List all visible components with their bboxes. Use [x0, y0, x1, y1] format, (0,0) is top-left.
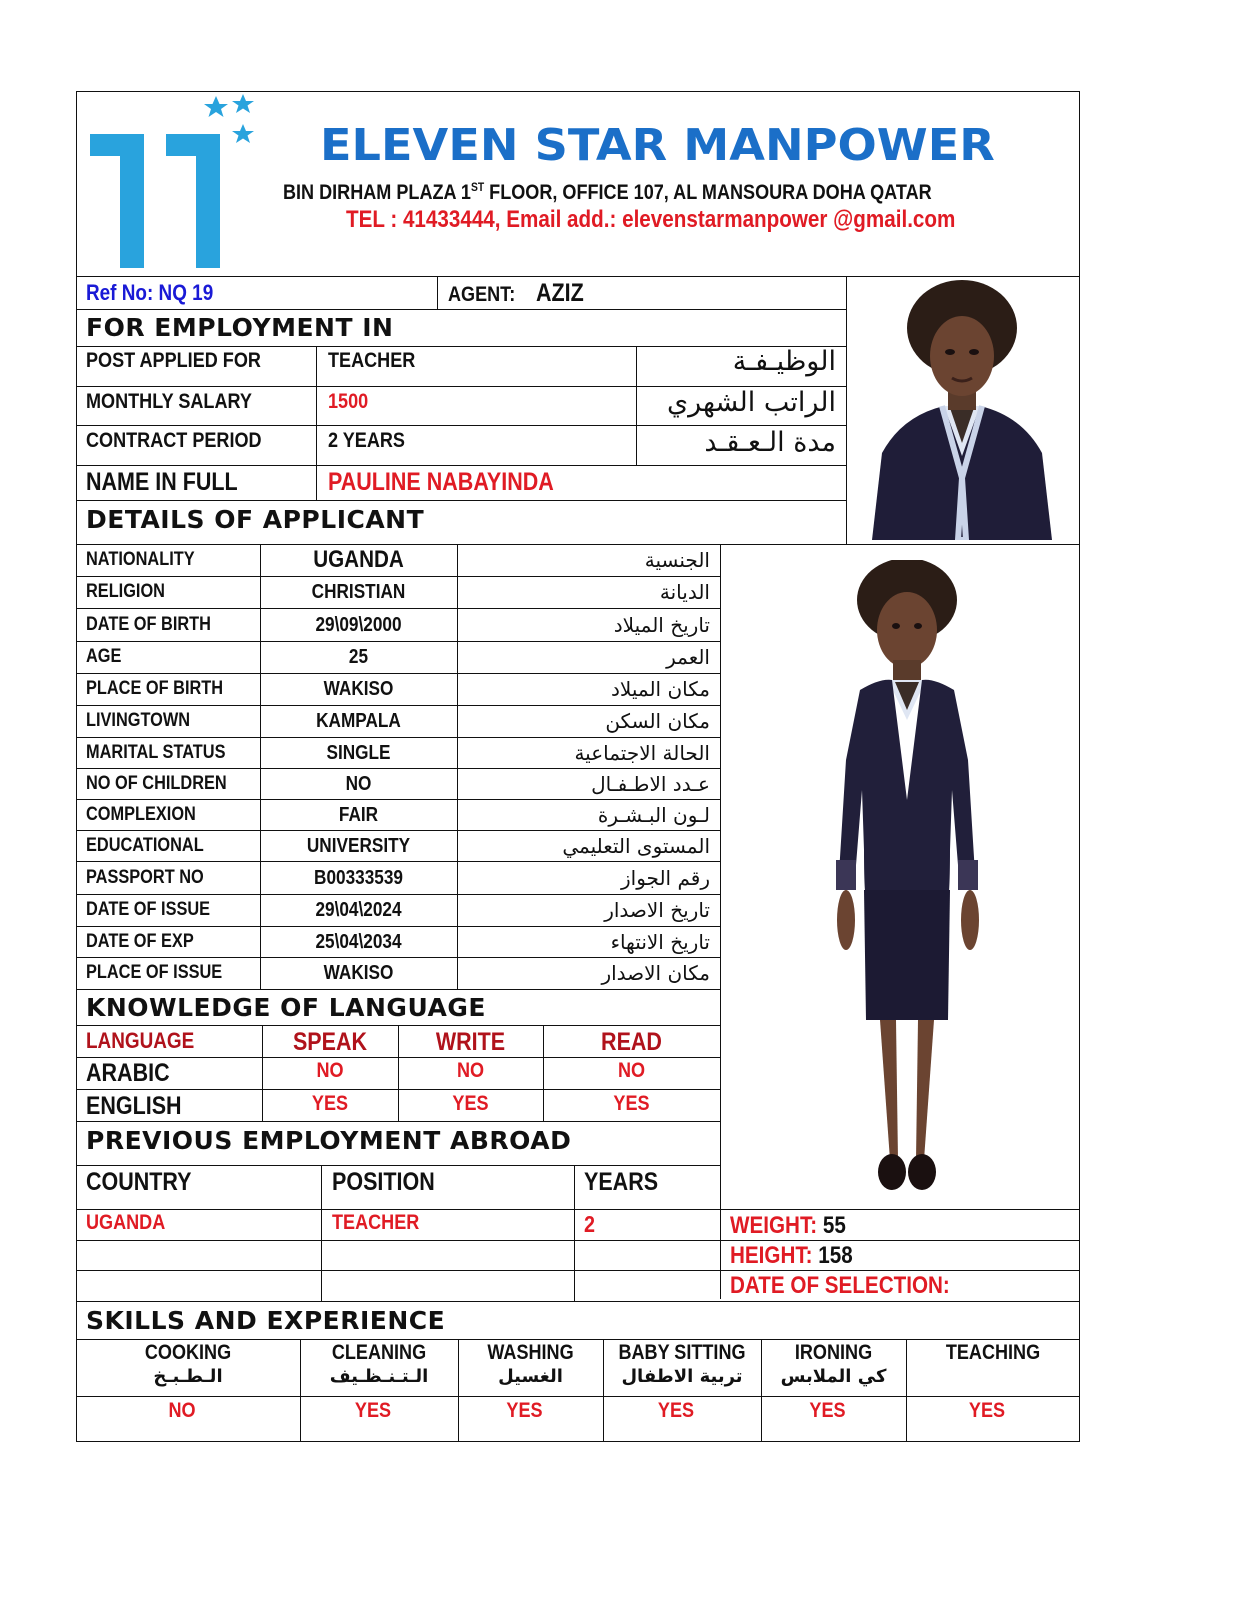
- divider: [76, 926, 720, 927]
- details-label: AGE: [86, 646, 122, 667]
- divider: [76, 673, 720, 674]
- details-value: FAIR: [338, 803, 379, 826]
- skill-value: YES: [506, 1399, 543, 1422]
- details-label: COMPLEXION: [86, 803, 196, 825]
- details-label: PLACE OF ISSUE: [86, 962, 223, 983]
- divider: [76, 861, 720, 862]
- divider: [76, 1209, 1080, 1210]
- divider: [76, 1165, 720, 1166]
- divider: [76, 1089, 720, 1090]
- divider: [543, 1025, 544, 1121]
- details-value: CHRISTIAN: [311, 581, 406, 603]
- skill-name: TEACHING: [945, 1341, 1041, 1364]
- weight-value: 55: [822, 1212, 846, 1239]
- skill-name: WASHING: [487, 1341, 574, 1364]
- divider: [457, 544, 458, 989]
- language-header-speak: SPEAK: [292, 1028, 368, 1056]
- skill-name: COOKING: [144, 1341, 232, 1364]
- divider: [262, 1025, 263, 1121]
- post-label: POST APPLIED FOR: [86, 349, 261, 372]
- details-arabic: مكان الاصدار: [601, 961, 710, 985]
- contract-arabic: مدة الـعـقـد: [704, 427, 836, 458]
- divider: [76, 989, 720, 990]
- details-arabic: رقم الجواز: [621, 865, 710, 890]
- skill-name: IRONING: [794, 1341, 873, 1364]
- skill-arabic: الغسيل: [498, 1366, 563, 1387]
- divider: [76, 737, 720, 738]
- details-arabic: الجنسية: [644, 548, 710, 572]
- divider: [321, 1165, 322, 1301]
- divider: [76, 544, 1080, 545]
- previous-row-years: 2: [584, 1211, 596, 1237]
- divider: [76, 1396, 1080, 1397]
- language-arabic-write: NO: [456, 1059, 485, 1082]
- ref-label: Ref No:: [86, 280, 154, 305]
- skill-name: BABY SITTING: [618, 1341, 746, 1364]
- language-header-language: LANGUAGE: [86, 1028, 195, 1053]
- details-arabic: مكان السكن: [605, 709, 710, 733]
- divider: [260, 544, 261, 989]
- divider: [316, 346, 317, 500]
- date-of-selection-label: DATE OF SELECTION:: [730, 1272, 950, 1299]
- divider: [76, 500, 846, 501]
- divider: [76, 465, 846, 466]
- details-value: UGANDA: [313, 546, 404, 573]
- divider: [76, 1240, 1080, 1241]
- contract-label: CONTRACT PERIOD: [86, 429, 262, 452]
- details-arabic: الحالة الاجتماعية: [574, 740, 710, 765]
- name-label: NAME IN FULL: [86, 468, 238, 496]
- details-label: NATIONALITY: [86, 549, 195, 570]
- previous-row-position: TEACHER: [332, 1211, 420, 1234]
- details-section-title: DETAILS OF APPLICANT: [86, 505, 425, 534]
- language-section-title: KNOWLEDGE OF LANGUAGE: [86, 993, 486, 1022]
- skill-name: CLEANING: [331, 1341, 427, 1364]
- skill-arabic: كي الملابس: [780, 1366, 887, 1387]
- salary-arabic: الراتب الشهري: [666, 387, 836, 418]
- divider: [76, 425, 846, 426]
- salary-label: MONTHLY SALARY: [86, 390, 252, 413]
- details-arabic: المستوى التعليمي: [562, 833, 710, 858]
- applicant-full-body-photo: [800, 560, 1020, 1208]
- details-label: EDUCATIONAL: [86, 834, 204, 856]
- post-arabic: الوظيـفـة: [732, 346, 836, 377]
- details-value: 25: [348, 646, 369, 668]
- divider: [76, 799, 720, 800]
- skill-arabic: الـتـنـظـيف: [329, 1366, 429, 1387]
- skill-value: YES: [809, 1399, 846, 1422]
- details-arabic: تاريخ الاصدار: [604, 898, 710, 922]
- agent-value: AZIZ: [536, 279, 584, 307]
- language-english-name: ENGLISH: [86, 1092, 182, 1120]
- divider: [76, 346, 846, 347]
- details-label: DATE OF ISSUE: [86, 899, 211, 920]
- details-arabic: عـدد الاطـفـال: [591, 771, 710, 796]
- divider: [846, 276, 847, 544]
- divider: [76, 957, 720, 958]
- details-arabic: لـون البـشـرة: [597, 802, 710, 827]
- details-label: PASSPORT NO: [86, 866, 204, 888]
- salary-value: 1500: [328, 390, 369, 413]
- divider: [76, 1301, 1080, 1302]
- details-arabic: الديانة: [659, 580, 710, 604]
- details-arabic: مكان الميلاد: [611, 677, 710, 701]
- post-value: TEACHER: [328, 349, 416, 372]
- details-value: B00333539: [314, 866, 403, 889]
- divider: [76, 705, 720, 706]
- details-value: 25\04\2034: [315, 930, 402, 953]
- company-logo: [86, 92, 261, 272]
- divider: [76, 576, 720, 577]
- company-contact: TEL : 41433444, Email add.: elevenstarmanpower @gmail.com: [346, 206, 956, 233]
- divider: [76, 1121, 720, 1122]
- height-label: HEIGHT:: [730, 1242, 813, 1269]
- skill-arabic: تربية الاطفال: [621, 1366, 743, 1387]
- company-address: [283, 180, 932, 205]
- address-superscript: ST: [470, 180, 485, 194]
- divider: [76, 641, 720, 642]
- employment-section-title: FOR EMPLOYMENT IN: [86, 313, 394, 342]
- details-label: DATE OF BIRTH: [86, 613, 211, 635]
- address-part: BIN DIRHAM PLAZA 1: [283, 181, 471, 204]
- divider: [761, 1339, 762, 1442]
- height: [730, 1242, 853, 1270]
- divider: [300, 1339, 301, 1442]
- divider: [636, 346, 637, 466]
- ref-value: NQ 19: [158, 280, 214, 305]
- company-name: ELEVEN STAR MANPOWER: [320, 120, 995, 171]
- details-arabic: تاريخ الانتهاء: [610, 929, 710, 954]
- details-value: WAKISO: [323, 678, 394, 700]
- divider: [574, 1165, 575, 1301]
- details-label: LIVINGTOWN: [86, 710, 191, 731]
- divider: [76, 608, 720, 609]
- language-english-write: YES: [452, 1092, 489, 1115]
- details-label: DATE OF EXP: [86, 930, 194, 952]
- details-value: KAMPALA: [316, 710, 401, 732]
- details-value: 29\04\2024: [315, 899, 402, 921]
- skill-arabic: الـطـبـخ: [153, 1366, 223, 1387]
- weight-label: WEIGHT:: [730, 1212, 818, 1239]
- weight: [730, 1212, 846, 1240]
- divider: [76, 1339, 1080, 1340]
- details-label: PLACE OF BIRTH: [86, 678, 224, 699]
- name-value: PAULINE NABAYINDA: [328, 468, 554, 496]
- address-part: FLOOR, OFFICE 107, AL MANSOURA DOHA QATAR: [484, 181, 932, 204]
- ref-number: [86, 280, 213, 306]
- divider: [437, 276, 438, 310]
- language-header-write: WRITE: [435, 1028, 506, 1056]
- skill-value: NO: [168, 1399, 196, 1422]
- divider: [76, 276, 1080, 277]
- divider: [720, 544, 721, 1299]
- language-arabic-read: NO: [617, 1059, 646, 1082]
- details-value: NO: [345, 772, 372, 795]
- skill-value: YES: [657, 1399, 695, 1422]
- divider: [76, 309, 846, 310]
- divider: [76, 768, 720, 769]
- language-arabic-speak: NO: [316, 1059, 344, 1082]
- divider: [76, 894, 720, 895]
- skills-section-title: SKILLS AND EXPERIENCE: [86, 1306, 446, 1335]
- details-label: MARITAL STATUS: [86, 741, 226, 763]
- previous-header-country: COUNTRY: [86, 1168, 192, 1196]
- applicant-headshot-photo: [862, 278, 1062, 540]
- divider: [458, 1339, 459, 1442]
- divider: [76, 1270, 1080, 1271]
- previous-header-position: POSITION: [332, 1168, 435, 1196]
- divider: [603, 1339, 604, 1442]
- height-value: 158: [818, 1242, 853, 1269]
- previous-header-years: YEARS: [584, 1168, 659, 1196]
- details-arabic: تاريخ الميلاد: [613, 612, 710, 637]
- divider: [906, 1339, 907, 1442]
- language-english-read: YES: [613, 1092, 650, 1115]
- skill-value: YES: [354, 1399, 392, 1422]
- language-arabic-name: ARABIC: [86, 1059, 170, 1087]
- contract-value: 2 YEARS: [328, 429, 405, 452]
- details-value: UNIVERSITY: [306, 834, 411, 857]
- skill-value: YES: [968, 1399, 1006, 1422]
- details-label: NO OF CHILDREN: [86, 772, 227, 794]
- details-label: RELIGION: [86, 581, 165, 602]
- divider: [76, 1057, 720, 1058]
- details-arabic: العمر: [666, 645, 710, 669]
- details-value: WAKISO: [323, 962, 394, 984]
- previous-row-country: UGANDA: [86, 1211, 166, 1234]
- language-header-read: READ: [601, 1028, 662, 1056]
- divider: [398, 1025, 399, 1121]
- divider: [76, 830, 720, 831]
- details-value: SINGLE: [326, 741, 391, 764]
- details-value: 29\09\2000: [315, 613, 402, 636]
- agent-label: AGENT:: [448, 283, 516, 306]
- language-english-speak: YES: [311, 1092, 349, 1115]
- previous-section-title: PREVIOUS EMPLOYMENT ABROAD: [86, 1126, 572, 1155]
